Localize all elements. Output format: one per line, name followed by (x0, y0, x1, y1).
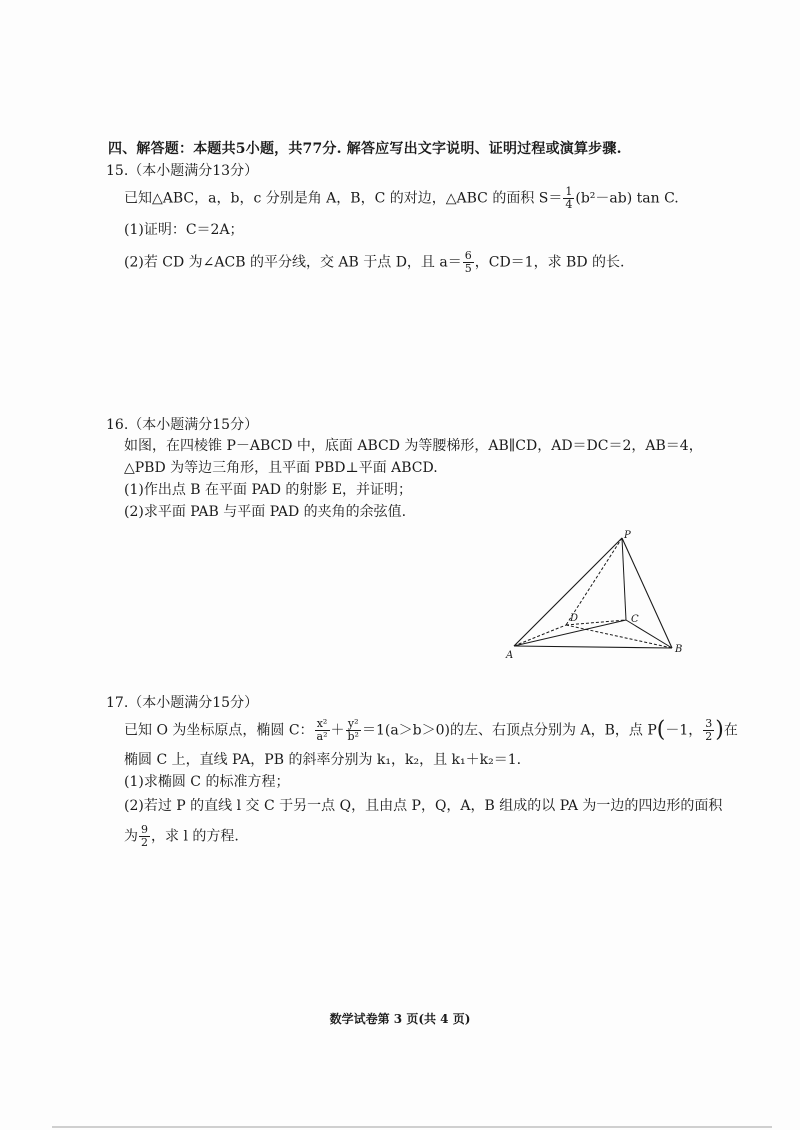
q17-point-before: －1， (665, 722, 703, 739)
q15-part2 (124, 250, 624, 275)
q15-part1: (1)证明：C＝2A； (124, 222, 244, 238)
q17-part2-line1: (2)若过 P 的直线 l 交 C 于另一点 Q，且由点 P，Q，A，B 组成的以 PA 为一边的四边形的面积 (124, 798, 723, 814)
q16-line2: △PBD 为等边三角形，且平面 PBD⊥平面 ABCD. (124, 460, 438, 476)
q15-part2-frac-num: 6 (464, 249, 472, 262)
q16-part1: (1)作出点 B 在平面 PAD 的射影 E，并证明； (124, 482, 413, 498)
q17-point-fraction (703, 718, 714, 743)
q15-stem-before: 已知△ABC，a，b，c 分别是角 A，B，C 的对边，△ABC 的面积 S＝ (124, 190, 563, 207)
q15-stem-frac-num: 1 (565, 185, 573, 198)
q17-line1-after: 在 (723, 722, 738, 739)
q17-point-frac-num: 3 (705, 717, 713, 730)
q17-point-frac-den: 2 (705, 730, 713, 743)
edge-DB (566, 625, 672, 648)
q15-part2-fraction (463, 250, 474, 275)
q17-frac-x-num: x² (315, 718, 330, 731)
label-C: C (631, 614, 639, 625)
q15-stem (124, 186, 679, 211)
q17-frac-x-den: a² (316, 730, 328, 743)
pyramid-diagram (500, 528, 700, 668)
q17-part2-frac-num: 9 (141, 823, 148, 836)
q17-part2-before: 为 (124, 828, 138, 845)
q16-part2: (2)求平面 PAB 与平面 PAD 的夹角的余弦值. (124, 504, 407, 520)
label-D: D (570, 613, 579, 624)
edge-PA (514, 538, 622, 646)
label-B: B (675, 644, 683, 655)
q17-line1-before: 已知 O 为坐标原点，椭圆 C： (124, 722, 314, 739)
q17-frac-y-num: y² (346, 718, 361, 731)
q17-paren-open: ( (656, 717, 666, 743)
edge-PC (622, 538, 626, 620)
scan-edge-line (52, 1126, 772, 1128)
q17-header: 17.（本小题满分15分） (106, 695, 259, 711)
q16-header: 16.（本小题满分15分） (106, 417, 259, 433)
label-A: A (506, 650, 514, 661)
q15-part2-before: (2)若 CD 为∠ACB 的平分线，交 AB 于点 D，且 a＝ (124, 254, 462, 271)
q16-line1: 如图，在四棱锥 P－ABCD 中，底面 ABCD 为等腰梯形，AB∥CD，AD＝DC＝2，AB＝4， (124, 438, 703, 454)
edge-PD (566, 538, 622, 625)
label-P: P (624, 530, 631, 541)
q17-frac-x (315, 718, 330, 743)
edge-PB (622, 538, 672, 648)
section-heading: 四、解答题：本题共5小题，共77分. 解答应写出文字说明、证明过程或演算步骤. (108, 141, 622, 157)
edge-AB (514, 646, 672, 648)
q15-part2-after: ，CD＝1，求 BD 的长. (474, 254, 625, 271)
q15-stem-after: (b²－ab) tan C. (575, 190, 679, 207)
q17-part2-after: ，求 l 的方程. (151, 828, 239, 845)
q17-part2-frac-den: 2 (141, 836, 148, 849)
q17-part1: (1)求椭圆 C 的标准方程； (124, 774, 290, 790)
q15-part2-frac-den: 5 (464, 262, 472, 275)
page-footer: 数学试卷第 3 页(共 4 页) (329, 1012, 471, 1026)
q17-part2-line2 (124, 824, 239, 849)
q17-part2-fraction (139, 824, 150, 849)
q17-line1 (124, 718, 738, 743)
q17-plus: ＋ (330, 722, 345, 739)
q17-line1-mid: ＝1(a＞b＞0)的左、右顶点分别为 A，B，点 P (361, 722, 657, 739)
q17-paren-close: ) (715, 717, 724, 743)
q17-frac-y-den: b² (347, 730, 359, 743)
q17-frac-y (346, 718, 361, 743)
q15-stem-frac-den: 4 (565, 198, 573, 211)
q15-stem-fraction (563, 186, 574, 211)
q15-header: 15.（本小题满分13分） (106, 163, 259, 179)
q17-line2: 椭圆 C 上，直线 PA，PB 的斜率分别为 k₁，k₂，且 k₁＋k₂＝1. (124, 752, 522, 768)
